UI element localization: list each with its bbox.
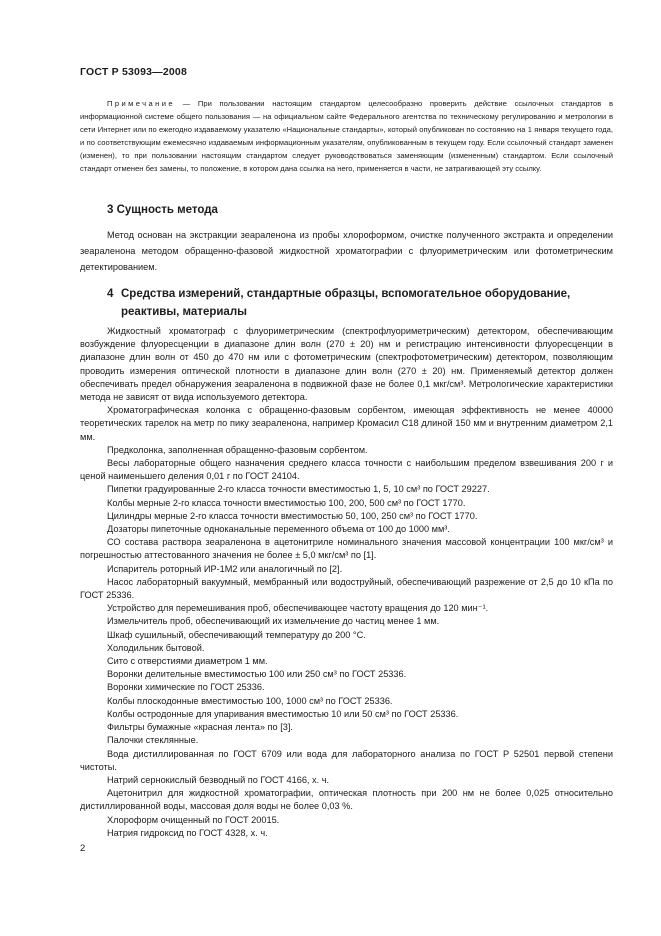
paragraph: Жидкостный хроматограф с флуориметрическим (спектрофлуориметрическим) детектором, обеспечивающим возбуждение флуоресценции в диапазоне длин волн (270 ± 20) нм и регистрацию интенсивности флуоресценции в диапазоне длин волн от 450 до 470 нм или с фотометрическим (спектрофотометрическим) детектором, позволяющим проводить измерения оптической плотности в диапазоне длин волн (270 ± 20) нм. Применяемый детектор должен обеспечивать предел обнаружения зеараленона в подвижной фазе не более 0,1 мкг/см³. Метрологические характеристики метода не зависят от вида используемого детектора.	[80, 326, 613, 403]
paragraph: Колбы плоскодонные вместимостью 100, 1000 см³ по ГОСТ 25336.	[107, 695, 393, 706]
paragraph: Натрия гидроксид по ГОСТ 4328, х. ч.	[107, 827, 268, 838]
paragraph: Измельчитель проб, обеспечивающий их измельчение до частиц менее 1 мм.	[107, 616, 440, 627]
paragraph: Палочки стеклянные.	[107, 735, 199, 746]
paragraph: Воронки химические по ГОСТ 25336.	[107, 682, 265, 693]
paragraph: Натрий сернокислый безводный по ГОСТ 4166, х. ч.	[107, 774, 330, 785]
section-3-heading: 3 Сущность метода	[107, 204, 218, 216]
paragraph: Фильтры бумажные «красная лента» по [3].	[107, 722, 293, 733]
paragraph: Шкаф сушильный, обеспечивающий температуру до 200 °С.	[107, 629, 366, 640]
paragraph: Пипетки градуированные 2-го класса точности вместимостью 1, 5, 10 см³ по ГОСТ 29227.	[107, 484, 490, 495]
paragraph: Хлороформ очищенный по ГОСТ 20015.	[107, 814, 280, 825]
paragraph: Воронки делительные вместимостью 100 или 250 см³ по ГОСТ 25336.	[107, 669, 407, 680]
document-header: ГОСТ Р 53093—2008	[80, 66, 188, 78]
paragraph: Цилиндры мерные 2-го класса точности вместимостью 50, 100, 250 см³ по ГОСТ 1770.	[107, 510, 478, 521]
note-text: — При пользовании настоящим стандартом целесообразно проверить действие ссылочных стандартов в информационной системе общего пользования — на официальном сайте Федерального агентства по техническому регулированию и метрологии в сети Интернет или по ежегодно издаваемому указателю «Национальные стандарты», который опубликован по состоянию на 1 января текущего года, и по соответствующим ежемесячно издаваемым информационным указателям, опубликованным в текущем году. Если ссылочный стандарт заменен (изменен), то при пользовании настоящим стандартом следует руководствоваться заменяющим (измененным) стандартом. Если ссылочный стандарт отменен без замены, то положение, в котором дана ссылка на него, применяется в части, не затрагивающей эту ссылку.	[80, 99, 613, 173]
paragraph: Устройство для перемешивания проб, обеспечивающее частоту вращения до 120 мин⁻¹.	[107, 603, 489, 614]
paragraph: Дозаторы пипеточные одноканальные переменного объема от 100 до 1000 мм³.	[107, 524, 450, 535]
paragraph: Испаритель роторный ИР-1М2 или аналогичный по [2].	[107, 563, 343, 574]
reference-note	[80, 97, 613, 175]
paragraph: Ацетонитрил для жидкостной хроматографии, оптическая плотность при 200 нм не более 0,025 относительно дистиллированной воды, массовая доля воды не более 0,03 %.	[80, 788, 613, 812]
section-4-body	[80, 325, 613, 840]
note-lead: Примечание	[107, 99, 175, 108]
paragraph: Предколонка, заполненная обращенно-фазовым сорбентом.	[107, 444, 368, 455]
page-number: 2	[80, 843, 86, 854]
paragraph: Вода дистиллированная по ГОСТ 6709 или вода для лабораторного анализа по ГОСТ Р 52501 первой степени чистоты.	[80, 748, 613, 772]
paragraph: Насос лабораторный вакуумный, мембранный или водоструйный, обеспечивающий разрежение от 2,5 до 10 кПа по ГОСТ 25336.	[80, 576, 613, 601]
paragraph: Колбы мерные 2-го класса точности вместимостью 100, 200, 500 см³ по ГОСТ 1770.	[107, 497, 466, 508]
section-4-title: Средства измерений, стандартные образцы, вспомогательное оборудование, реактивы, материалы	[121, 288, 571, 318]
paragraph: СО состава раствора зеараленона в ацетонитриле номинального значения массовой концентрации 100 мкг/см³ и погрешностью аттестованного значения не более ± 5,0 мкг/см³ по [1].	[80, 537, 613, 561]
paragraph: Холодильник бытовой.	[107, 642, 205, 653]
section-4-heading	[107, 285, 587, 321]
section-4-number: 4	[107, 288, 114, 300]
paragraph: Колбы остродонные для упаривания вместимостью 10 или 50 см³ по ГОСТ 25336.	[107, 708, 459, 719]
paragraph: Сито с отверстиями диаметром 1 мм.	[107, 656, 268, 667]
section-3-text: Метод основан на экстракции зеараленона из пробы хлороформом, очистке полученного экстракта и определении зеараленона методом обращенно-фазовой жидкостной хроматографии с флуориметрическим или фотометрическим детектированием.	[80, 230, 613, 272]
paragraph: Хроматографическая колонка с обращенно-фазовым сорбентом, имеющая эффективность не менее 40000 теоретических тарелок на метр по пику зеараленона, например Кромасил С18 длиной 150 мм и внутренним диаметром 2,1 мм.	[80, 405, 613, 442]
paragraph: Весы лабораторные общего назначения среднего класса точности с наибольшим пределом взвешивания 200 г и ценой наименьшего деления 0,01 г по ГОСТ 24104.	[80, 458, 613, 482]
